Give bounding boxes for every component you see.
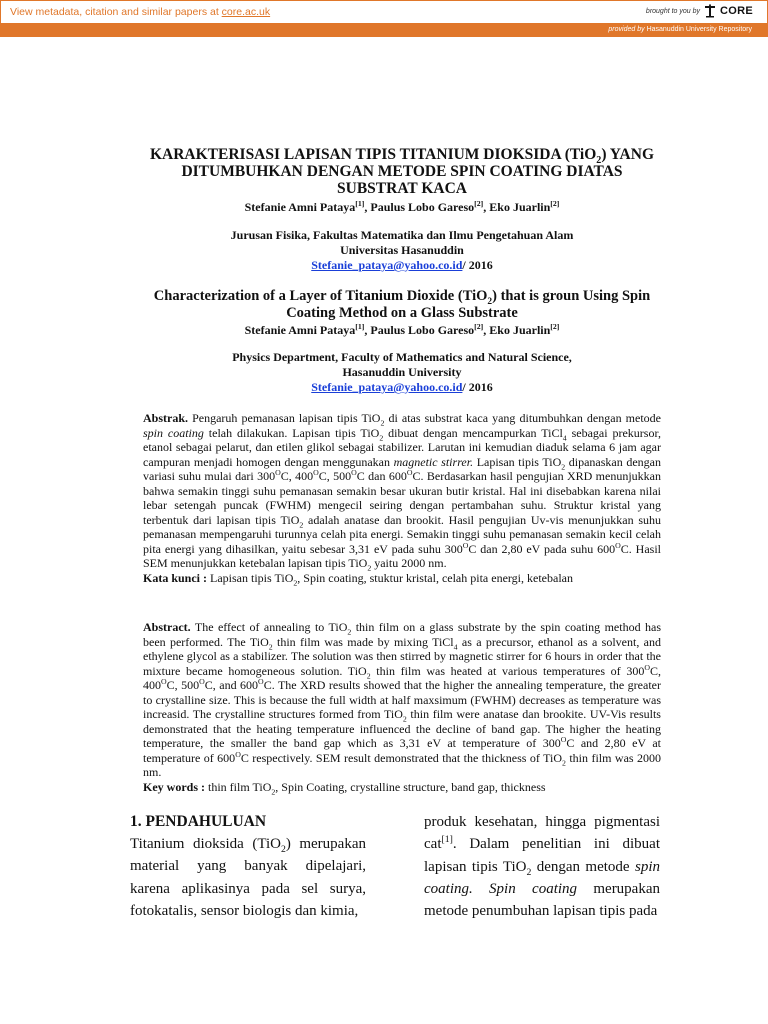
body-paragraph-right: produk kesehatan, hingga pigmentasi cat[1]. Dalam penelitian ini dibuat lapisan tipis TiO$_2$ dengan metode spin coating. Spin coating merupakan metode penumbuhan lapisan tipis pada bbox=[424, 814, 661, 920]
paper-title-en: Characterization of a Layer of Titanium Dioxide (TiO$_2$) that is groun Using Spin Coating Method on a Glass Substrate bbox=[153, 288, 651, 321]
body-right-column bbox=[424, 811, 660, 922]
affiliation-en: Physics Department, Faculty of Mathematics and Natural Science, Hasanuddin University Stefanie_pataya@yahoo.co.id/ 2016 bbox=[232, 350, 572, 394]
brought-by-text: brought to you by bbox=[645, 7, 701, 15]
section-heading-pendahuluan: 1. PENDAHULUAN bbox=[130, 813, 267, 830]
provided-by-text: provided by Hasanuddin University Repository bbox=[608, 26, 752, 33]
email-link-en[interactable]: Stefanie_pataya@yahoo.co.id bbox=[311, 380, 463, 394]
paper-title-id: KARAKTERISASI LAPISAN TIPIS TITANIUM DIOKSIDA (TiO$_2$) YANG DITUMBUHKAN DENGAN METODE SPIN COATING DIATAS SUBSTRAT KACA bbox=[149, 146, 655, 197]
core-brand[interactable] bbox=[646, 4, 753, 18]
body-paragraph-left: Titanium dioksida (TiO$_2$) merupakan material yang banyak dipelajari, karena aplikasinya pada sel surya, fotokatalis, sensor biologis dan kimia, bbox=[130, 836, 366, 919]
body-left-column bbox=[130, 811, 366, 922]
kata-kunci-label: Kata kunci : bbox=[143, 570, 208, 585]
core-logo-text: CORE bbox=[720, 5, 753, 17]
key-words-label: Key words : bbox=[143, 779, 205, 794]
provided-by-bar bbox=[0, 23, 768, 37]
affiliation-id: Jurusan Fisika, Fakultas Matematika dan Ilmu Pengetahuan Alam Universitas Hasanuddin Stefanie_pataya@yahoo.co.id/ 2016 bbox=[230, 228, 574, 272]
core-link[interactable]: core.ac.uk bbox=[221, 6, 271, 18]
abstrak-paragraph: Abstrak. Pengaruh pemanasan lapisan tipis TiO$_2$ di atas substrat kaca yang ditumbuhkan dengan metode spin coating telah dilakukan. Lapisan tipis TiO$_2$ dibuat dengan mencampurkan TiCl$_4$ sebagai prekursor, etanol sebagai pelarut, dan etilen glikol sebagai stabilizer. Larutan ini kemudian diaduk selama 6 jam agar campuran menjadi homogen dengan menggunakan magnetic stirrer. Lapisan tipis TiO$_2$ dipanaskan dengan variasi suhu mulai dari $300^OC$, $400^OC$, $500^OC$ dan $600^OC$. Berdasarkan hasil pengujian XRD menunjukkan bahwa semakin tinggi suhu pemanasan semakin besar ukuran butir kristal. Hal ini disebabkan karena nilai lebar setengah puncak (FWHM) mengecil seiring dengan pertambahan suhu. Struktur kristal yang terbentuk dari lapisan tipis TiO$_2$ adalah anatase dan brookit. Hasil pengujian Uv-vis menunjukkan suhu pemanasan mempengaruhi turunnya celah pita energi. Semakin tinggi suhu pemanasan semakin kecil celah pita energi yang dihasilkan, yaitu sebesar 3,31 eV pada suhu $300^OC$ dan 2,80 eV pada suhu $600^OC$. Hasil SEM menunjukkan ketebalan lapisan tipis TiO$_2$ yaitu 2000 nm. Kata kunci : Lapisan tipis TiO$_2$, Spin coating, stuktur kristal, celah pita energi, ketebalan bbox=[143, 411, 661, 587]
metadata-text: View metadata, citation and similar papers at core.ac.uk bbox=[10, 6, 271, 18]
core-logo-icon bbox=[704, 4, 716, 18]
email-link-id[interactable]: Stefanie_pataya@yahoo.co.id bbox=[311, 258, 463, 272]
abstract-en-paragraph: Abstract. The effect of annealing to TiO$_2$ thin film on a glass substrate by the spin coating method has been performed. The TiO$_2$ thin film was made by mixing TiCl$_4$ as a precursor, ethanol as a solvent, and ethylene glycol as a stabilizer. The solution was then stirred by magnetic stirrer for 6 hours in order that the mixture became homogeneous solution. TiO$_2$ thin film was heated at various temperatures of $300^OC$, $400^OC$, $500^OC$, and $600^OC$. The XRD results showed that the higher the annealing temperature, the greater to crystalline size. This is because the full width at half maxsimum (FWHM) decreases as temperature was increasid. The crystalline structures formed from TiO$_2$ thin film were anatase dan brookite. UV-Vis results demonstrated that the heating temperature influenced the decline of band gap. The higher the heating temperature, the smaller the band gap which as 3,31 eV at temperature of $300^OC$ and 2,80 eV at temperature of $600^OC$ respectively. SEM result demonstrated that the thickness of TiO$_2$ thin film was 2000 nm. Key words : thin film TiO$_2$, Spin Coating, crystalline structure, band gap, thickness bbox=[143, 620, 662, 796]
english-title-block bbox=[140, 288, 664, 395]
core-banner bbox=[0, 0, 768, 23]
indonesian-title-block bbox=[140, 146, 664, 273]
authors-en: Stefanie Amni Pataya[1], Paulus Lobo Gareso[2], Eko Juarlin[2] bbox=[244, 322, 560, 337]
authors-id: Stefanie Amni Pataya[1], Paulus Lobo Gareso[2], Eko Juarlin[2] bbox=[244, 199, 560, 214]
